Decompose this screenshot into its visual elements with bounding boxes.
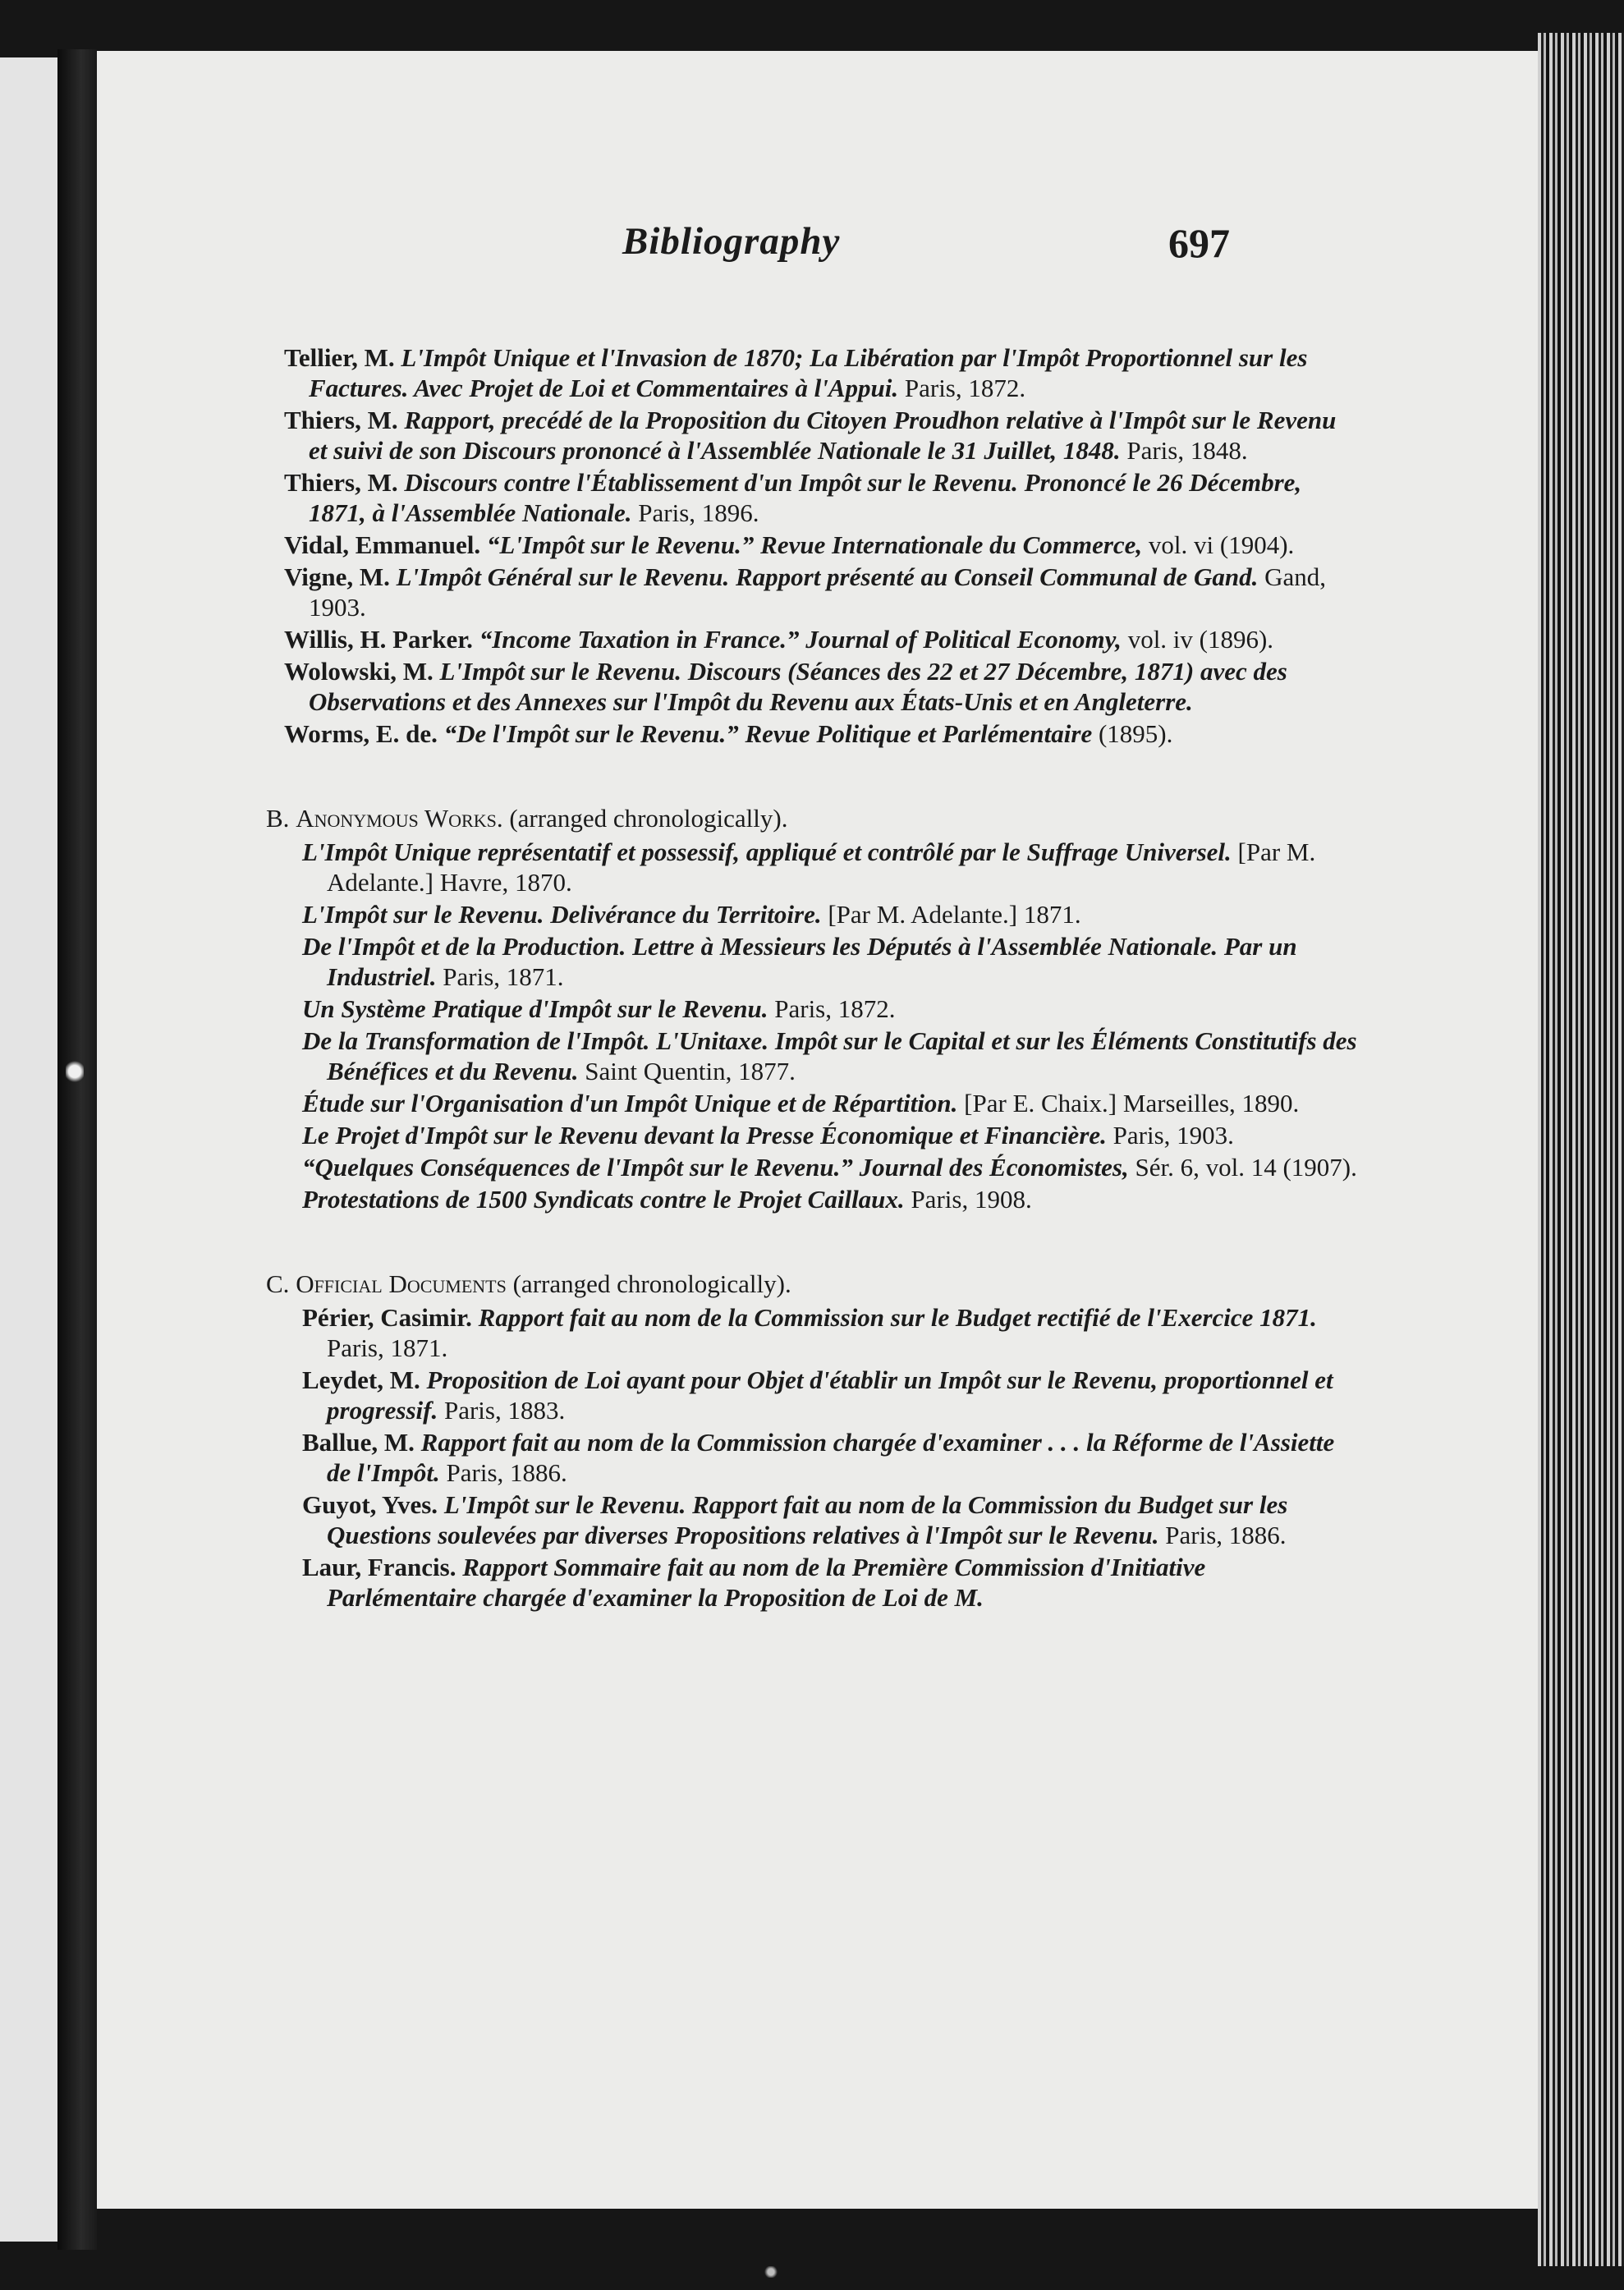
entry-author: Leydet, M.: [302, 1365, 420, 1394]
section-c-heading: C. Official Documents (arranged chronologically).: [266, 1269, 791, 1298]
scan-speck: [66, 1059, 84, 1084]
entry-title: “De l'Impôt sur le Revenu.” Revue Politique et Parlémentaire: [443, 719, 1093, 748]
bibliography-entry: [302, 1184, 1360, 1214]
entry-details: [Par M. Adelante.] Havre, 1870.: [327, 838, 1316, 897]
entry-author: Thiers, M.: [284, 406, 398, 434]
bibliography-entry: [302, 837, 1360, 897]
entry-title: Proposition de Loi ayant pour Objet d'établir un Impôt sur le Revenu, proportionnel et progressif.: [327, 1365, 1333, 1425]
entry-author: Ballue, M.: [302, 1428, 415, 1457]
entry-title: Rapport Sommaire fait au nom de la Première Commission d'Initiative Parlémentaire chargée d'examiner la Proposition de Loi de M.: [327, 1553, 1206, 1612]
entry-details: Paris, 1903.: [1112, 1121, 1234, 1150]
entry-details: Paris, 1908.: [911, 1185, 1032, 1214]
entry-title: L'Impôt sur le Revenu. Discours (Séances des 22 et 27 Décembre, 1871) avec des Observations et des Annexes sur l'Impôt du Revenu aux États-Unis et en Angleterre.: [309, 657, 1287, 716]
bibliography-entry: [284, 656, 1360, 717]
section-b-list: [302, 837, 1360, 1214]
entry-details: Gand, 1903.: [309, 562, 1327, 622]
entry-details: Paris, 1883.: [443, 1396, 566, 1425]
entry-title: Discours contre l'Établissement d'un Impôt sur le Revenu. Prononcé le 26 Décembre, 1871, à l'Assemblée Nationale.: [309, 468, 1302, 527]
scan-mark: [764, 2266, 778, 2278]
entry-title: L'Impôt sur le Revenu. Rapport fait au nom de la Commission du Budget sur les Questions soulevées par diverses Propositions relatives à l'Impôt sur le Revenu.: [327, 1490, 1288, 1549]
bibliography-entry: [302, 899, 1360, 929]
book-gutter: [57, 49, 97, 2250]
entry-details: Saint Quentin, 1877.: [585, 1057, 796, 1085]
book-page: [97, 51, 1538, 2209]
entry-author: Laur, Francis.: [302, 1553, 456, 1581]
bibliography-entry: [302, 994, 1360, 1024]
adjacent-page-strip: [0, 57, 57, 2242]
entry-title: “Income Taxation in France.” Journal of Political Economy,: [479, 625, 1122, 654]
bibliography-entry: [302, 1088, 1360, 1118]
bibliography-entry: [284, 624, 1360, 654]
bibliography-entry: [284, 530, 1360, 560]
section-c-list: [302, 1302, 1360, 1613]
entry-details: Paris, 1886.: [1165, 1521, 1287, 1549]
entry-details: Paris, 1872.: [774, 994, 896, 1023]
page-header: [97, 211, 1538, 277]
entry-title: Le Projet d'Impôt sur le Revenu devant la Presse Économique et Financière.: [302, 1121, 1107, 1150]
section-b-heading: B. Anonymous Works. (arranged chronologically).: [266, 804, 788, 833]
entry-title: Étude sur l'Organisation d'un Impôt Unique et de Répartition.: [302, 1089, 958, 1117]
running-title: Bibliography: [622, 220, 841, 263]
bibliography-entry: [284, 342, 1360, 403]
entry-title: L'Impôt sur le Revenu. Delivérance du Territoire.: [302, 900, 822, 929]
entry-title: “L'Impôt sur le Revenu.” Revue Internationale du Commerce,: [486, 530, 1143, 559]
entry-title: De l'Impôt et de la Production. Lettre à Messieurs les Députés à l'Assemblée Nationale. Par un Industriel.: [302, 932, 1297, 991]
entry-title: L'Impôt Unique et l'Invasion de 1870; La Libération par l'Impôt Proportionnel sur les Factures. Avec Projet de Loi et Commentaires à l'Appui.: [309, 343, 1308, 402]
bibliography-entry: [302, 1552, 1360, 1613]
bibliography-entry: [284, 467, 1360, 528]
entry-title: Rapport, precédé de la Proposition du Citoyen Proudhon relative à l'Impôt sur le Revenu et suivi de son Discours prononcé à l'Assemblée Nationale le 31 Juillet, 1848.: [309, 406, 1337, 465]
bibliography-entry: [302, 1427, 1360, 1488]
entry-author: Thiers, M.: [284, 468, 398, 497]
entry-title: “Quelques Conséquences de l'Impôt sur le Revenu.” Journal des Économistes,: [302, 1153, 1129, 1182]
bibliography-entry: [302, 931, 1360, 992]
entry-author: Worms, E. de.: [284, 719, 438, 748]
entry-author: Guyot, Yves.: [302, 1490, 438, 1519]
entry-details: Paris, 1848.: [1126, 436, 1248, 465]
entry-details: Paris, 1871.: [443, 962, 564, 991]
entry-details: Paris, 1872.: [904, 374, 1026, 402]
entry-details: (1895).: [1098, 719, 1173, 748]
section-a-list: [284, 342, 1360, 749]
page-number: 697: [1168, 220, 1230, 266]
entry-details: Paris, 1886.: [446, 1458, 567, 1487]
bibliography-entry: [302, 1152, 1360, 1182]
entry-details: vol. vi (1904).: [1148, 530, 1295, 559]
entry-details: [Par M. Adelante.] 1871.: [828, 900, 1081, 929]
entry-title: L'Impôt Unique représentatif et possessif, appliqué et contrôlé par le Suffrage Universel.: [302, 838, 1232, 866]
entry-title: Protestations de 1500 Syndicats contre le Projet Caillaux.: [302, 1185, 905, 1214]
entry-author: Vidal, Emmanuel.: [284, 530, 481, 559]
entry-author: Willis, H. Parker.: [284, 625, 473, 654]
entry-title: Un Système Pratique d'Impôt sur le Revenu.: [302, 994, 768, 1023]
entry-details: Paris, 1896.: [638, 498, 759, 527]
entry-author: Périer, Casimir.: [302, 1303, 472, 1332]
entry-author: Tellier, M.: [284, 343, 395, 372]
entry-author: Wolowski, M.: [284, 657, 434, 686]
bibliography-entry: [302, 1026, 1360, 1086]
page-edge-stack: [1538, 33, 1624, 2266]
entry-title: Rapport fait au nom de la Commission chargée d'examiner . . . la Réforme de l'Assiette de l'Impôt.: [327, 1428, 1335, 1487]
bibliography-content: [266, 342, 1360, 1614]
entry-author: Vigne, M.: [284, 562, 390, 591]
entry-details: [Par E. Chaix.] Marseilles, 1890.: [964, 1089, 1300, 1117]
entry-title: L'Impôt Général sur le Revenu. Rapport présenté au Conseil Communal de Gand.: [396, 562, 1259, 591]
entry-details: Sér. 6, vol. 14 (1907).: [1135, 1153, 1357, 1182]
bibliography-entry: [284, 405, 1360, 466]
bibliography-entry: [302, 1302, 1360, 1363]
entry-details: Paris, 1871.: [327, 1333, 448, 1362]
entry-details: vol. iv (1896).: [1127, 625, 1274, 654]
entry-title: De la Transformation de l'Impôt. L'Unitaxe. Impôt sur le Capital et sur les Éléments Constitutifs des Bénéfices et du Revenu.: [302, 1026, 1357, 1085]
bibliography-entry: [302, 1365, 1360, 1425]
bibliography-entry: [284, 562, 1360, 622]
bibliography-entry: [284, 718, 1360, 749]
bibliography-entry: [302, 1120, 1360, 1150]
entry-title: Rapport fait au nom de la Commission sur le Budget rectifié de l'Exercice 1871.: [478, 1303, 1317, 1332]
bibliography-entry: [302, 1489, 1360, 1550]
